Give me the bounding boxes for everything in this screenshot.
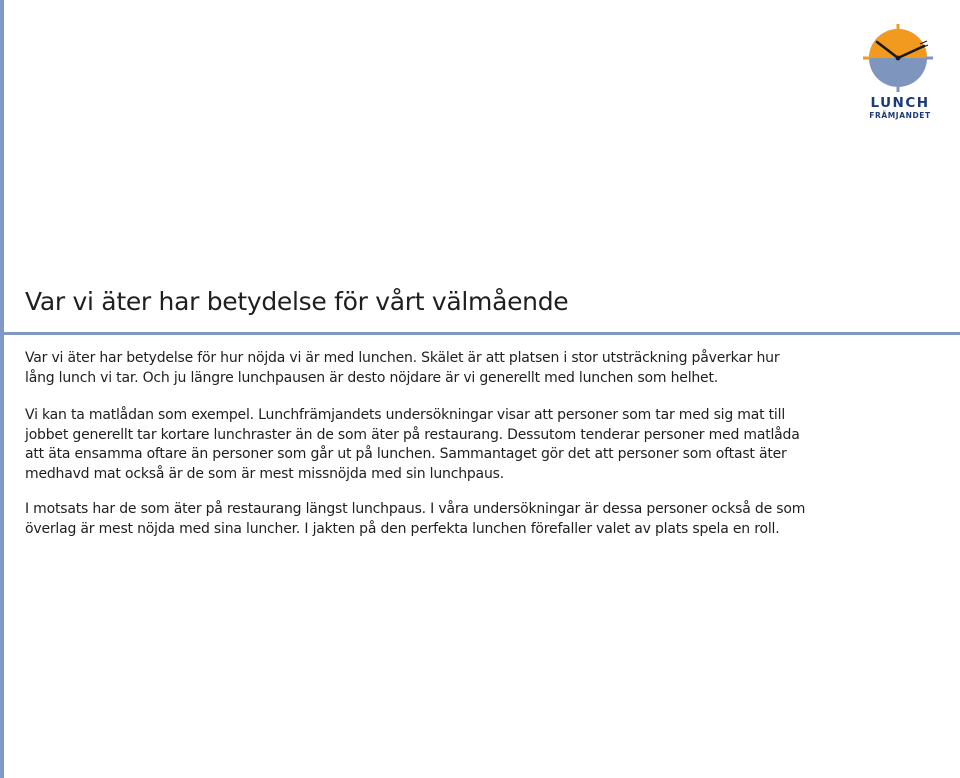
paragraph-line: att äta ensamma oftare än personer som går ut på lunchen. Sammantaget gör det att personer som oftast äter [25, 446, 787, 463]
paragraph-2 [25, 406, 815, 484]
paragraph-line: medhavd mat också är de som är mest missnöjda med sin lunchpaus. [25, 465, 504, 482]
left-accent-rule [0, 0, 4, 778]
paragraph-line: överlag är mest nöjda med sina luncher. I jakten på den perfekta lunchen förefaller valet av plats spela en roll. [25, 520, 780, 537]
paragraph-line: I motsats har de som äter på restaurang längst lunchpaus. I våra undersökningar är dessa personer också de som [25, 501, 806, 517]
lunchframjandet-logo [858, 18, 944, 124]
logo-wordmark: LUNCH [870, 95, 930, 111]
paragraph-1 [25, 349, 815, 388]
logo-subtitle: FRÄMJANDET [869, 111, 931, 120]
title-divider [4, 332, 960, 335]
clock-icon [858, 18, 944, 94]
page-title: Var vi äter har betydelse för vårt välmående [25, 287, 569, 316]
paragraph-line: jobbet generellt tar kortare lunchraster än de som äter på restaurang. Dessutom tenderar personer med matlåda [25, 426, 800, 443]
paragraph-3 [25, 500, 815, 539]
paragraph-line: Vi kan ta matlådan som exempel. Lunchfrämjandets undersökningar visar att personer som tar med sig mat till [25, 407, 786, 423]
paragraph-line: Var vi äter har betydelse för hur nöjda vi är med lunchen. Skälet är att platsen i stor utsträckning påverkar hur [25, 350, 780, 366]
paragraph-line: lång lunch vi tar. Och ju längre lunchpausen är desto nöjdare är vi generellt med lunchen som helhet. [25, 369, 719, 386]
